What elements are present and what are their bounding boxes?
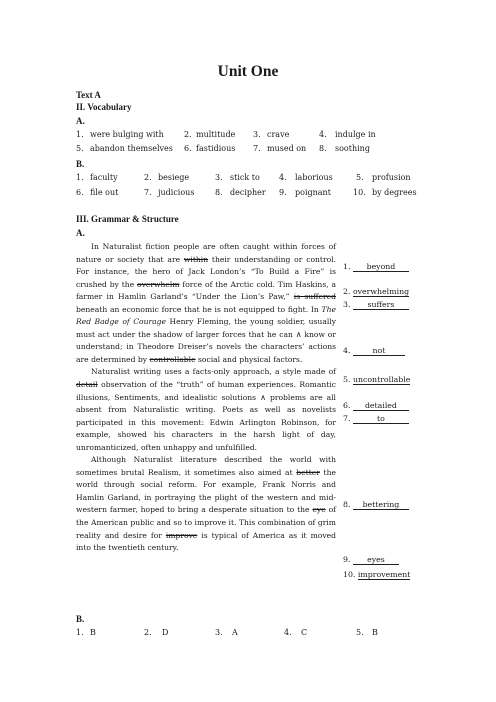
error-word: eye [312, 505, 326, 515]
item-word: faculty [90, 173, 118, 182]
item-number: 3. [215, 173, 223, 182]
item-number: 1. [76, 173, 84, 182]
item-number: 5. [356, 173, 364, 182]
insertion-caret-icon: ∧ [295, 329, 302, 339]
item-answer: B [90, 628, 96, 637]
passage-paragraph-1: In Naturalist fiction people are often caught within forces of nature or society that are within their understanding or control. For instance, the hero of Jack London’s “To Build a Fire” is crushed by the overwhelm force of the Arctic cold. Tim Haskins, a farmer in Hamlin Garland’s “Under the Lion’s Paw,” is suffered beneath an economic force that he is not equipped to fight. In The Red Badge of Courage Henry Fleming, the young soldier, usually must act under the shadow of larger forces that he can ∧ know or understand; in Theodore Dreiser’s novels the characters’ actions are determined by controllable social and physical factors. [76, 242, 337, 364]
answer-2: 2. overwhelming [343, 287, 410, 296]
grammar-a-label: A. [76, 228, 85, 238]
item-answer: B [372, 628, 378, 637]
error-word: within [183, 254, 209, 264]
error-word: detail [76, 380, 98, 390]
vocabulary-heading: II. Vocabulary [76, 102, 132, 112]
page-title: Unit One [217, 63, 279, 80]
item-word: crave [267, 130, 290, 139]
item-number: 6. [184, 144, 192, 153]
error-word: is suffered [293, 292, 336, 302]
item-number: 6. [76, 188, 84, 197]
item-number: 7. [253, 144, 261, 153]
answer-10: 10. improvement [343, 570, 411, 579]
text-label: Text A [76, 90, 101, 100]
answer-6: 6. detailed [343, 401, 409, 411]
item-word: laborious [295, 173, 333, 182]
vocabulary-b-label: B. [76, 159, 85, 169]
item-number: 7. [144, 188, 152, 197]
item-word: soothing [335, 144, 370, 153]
item-number: 10. [353, 188, 366, 197]
item-number: 3. [253, 130, 261, 139]
grammar-b-label: B. [76, 614, 85, 624]
item-word: besiege [158, 173, 190, 182]
item-number: 4. [279, 173, 287, 182]
item-word: poignant [295, 188, 331, 197]
item-number: 5. [76, 144, 84, 153]
error-word: improve [165, 530, 198, 540]
item-word: file out [90, 188, 119, 197]
item-number: 2. [144, 173, 152, 182]
vocabulary-a-label: A. [76, 116, 85, 126]
book-title: The Red Badge of Courage [76, 304, 336, 327]
passage-paragraph-2: Naturalist writing uses a facts-only approach, a style made of detail observation of the “truth” of human experiences. Romantic illusions, Sentiments, and idealistic solutions ∧ problems are all absent from Naturalistic writing. Poets as well as novelists participated in this movement: Edwin Arlington Robinson, for example, showed his characters in the harsh light of day, unromanticized, often unhappy and unfulfilled. [76, 367, 336, 452]
item-answer: D [162, 628, 169, 637]
error-word: overwhelm [137, 279, 180, 289]
answer-1: 1. beyond [343, 262, 409, 272]
item-number: 1. [76, 130, 84, 139]
item-number: 4. [319, 130, 327, 139]
item-word: indulge in [335, 130, 376, 139]
error-word: controllable [149, 354, 196, 364]
insertion-caret-icon: ∧ [260, 392, 266, 402]
item-word: multitude [196, 130, 236, 139]
answer-5: 5. uncontrollable [343, 375, 411, 384]
item-number: 9. [279, 188, 287, 197]
item-word: profusion [372, 173, 411, 182]
item-word: by degrees [372, 188, 417, 197]
item-number: 3. [215, 628, 223, 637]
item-word: were bulging with [90, 130, 164, 139]
passage-paragraph-3: Although Naturalist literature described the world with sometimes brutal Realism, it sometimes also aimed at better the world through social reform. For example, Frank Norris and Hamlin Garland, in portraying the plight of the western and mid-western farmer, hoped to bring a desperate situation to the eye of the American public and so to improve it. This combination of grim reality and desire for improve is typical of America as it moved into the twentieth century. [76, 455, 337, 553]
item-word: decipher [230, 188, 266, 197]
answer-3: 3. suffers [343, 300, 409, 310]
item-word: mused on [267, 144, 307, 153]
item-number: 1. [76, 628, 84, 637]
grammar-heading: III. Grammar & Structure [76, 214, 179, 224]
item-number: 2. [144, 628, 152, 637]
item-number: 8. [215, 188, 223, 197]
error-word: better [296, 467, 320, 477]
item-number: 4. [284, 628, 292, 637]
cloze-passage [76, 241, 336, 555]
item-word: abandon themselves [90, 144, 173, 153]
item-number: 8. [319, 144, 327, 153]
item-answer: C [301, 628, 308, 637]
item-word: fastidious [196, 144, 236, 153]
item-word: judicious [158, 188, 195, 197]
answer-7: 7. to [343, 414, 409, 424]
answer-9: 9. eyes [343, 555, 399, 565]
item-answer: A [232, 628, 238, 637]
answer-8: 8. bettering [343, 500, 409, 510]
item-number: 5. [356, 628, 364, 637]
answer-4: 4. not [343, 346, 405, 356]
item-word: stick to [230, 173, 260, 182]
item-number: 2. [184, 130, 192, 139]
